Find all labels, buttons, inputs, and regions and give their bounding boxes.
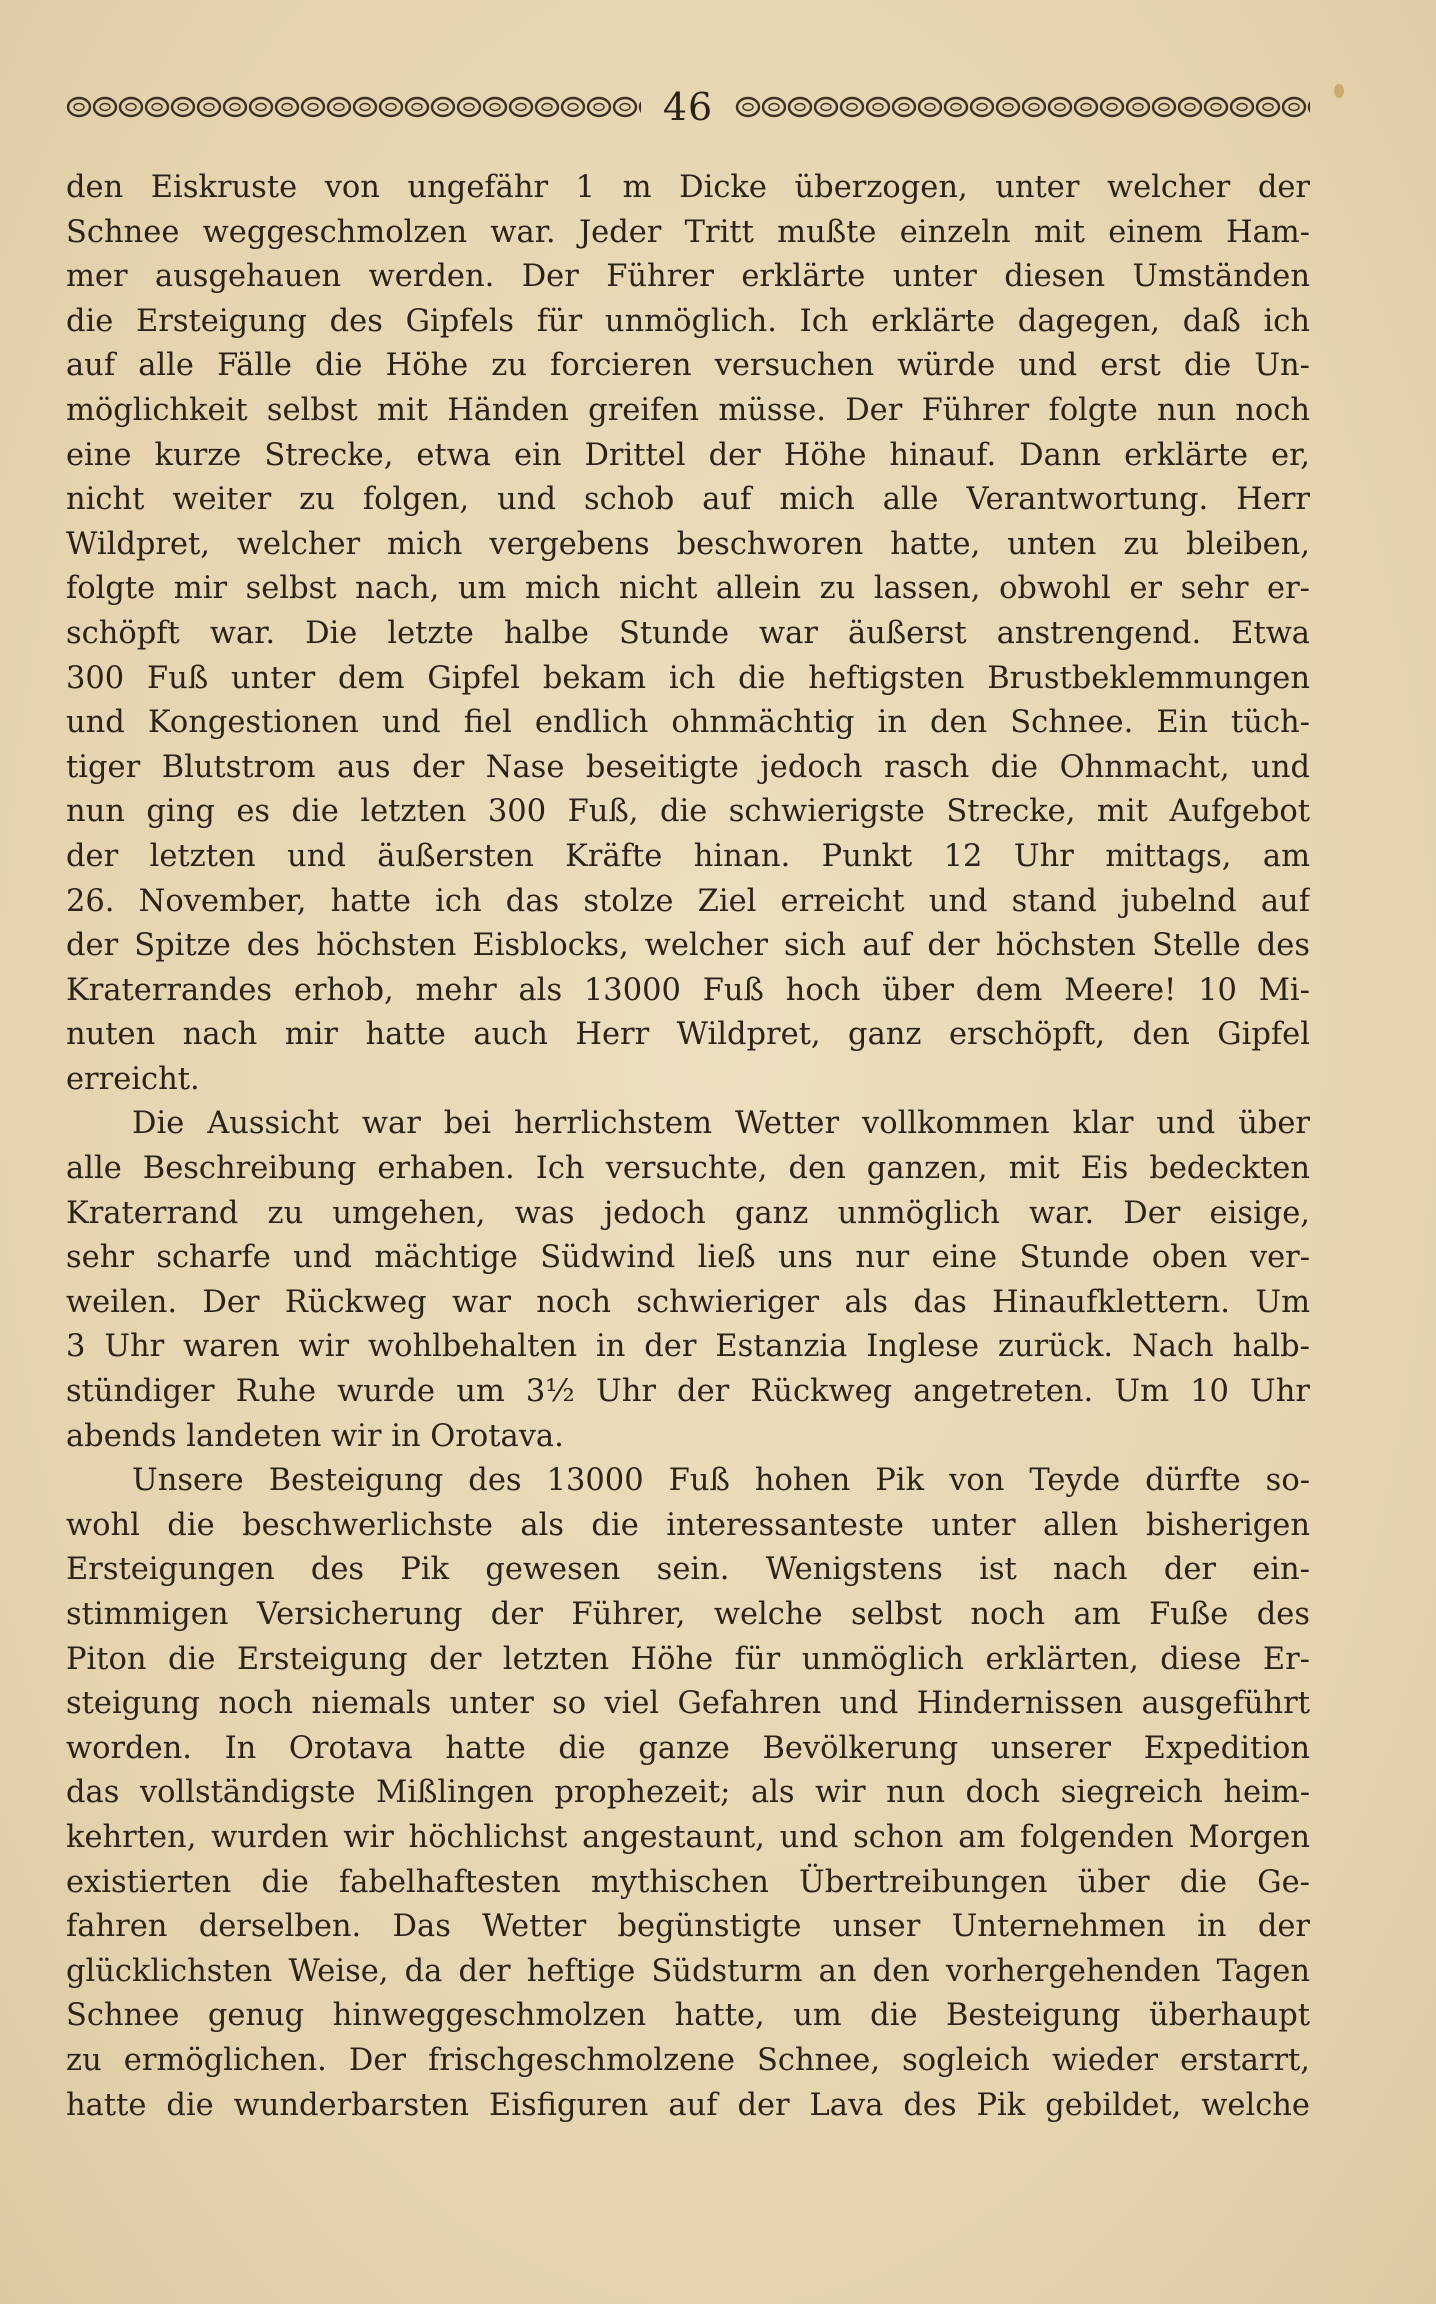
- page-number: 46: [662, 85, 714, 129]
- text-line: Wildpret, welcher mich vergebens beschworen hatte, unten zu bleiben,: [66, 526, 1310, 562]
- text-line: abends landeten wir in Orotava.: [66, 1418, 564, 1454]
- text-line: nun ging es die letzten 300 Fuß, die schwierigste Strecke, mit Aufgebot: [66, 794, 1310, 830]
- text-line: stündiger Ruhe wurde um 3½ Uhr der Rückweg angetreten. Um 10 Uhr: [66, 1374, 1310, 1410]
- text-line: 26. November, hatte ich das stolze Ziel erreicht und stand jubelnd auf: [66, 883, 1310, 919]
- text-line: Piton die Ersteigung der letzten Höhe für unmöglich erklärten, diese Er-: [66, 1641, 1310, 1677]
- text-line: fahren derselben. Das Wetter begünstigte unser Unternehmen in der: [66, 1909, 1310, 1945]
- text-line: Kraterrand zu umgehen, was jedoch ganz unmöglich war. Der eisige,: [66, 1195, 1310, 1231]
- text-line: hatte die wunderbarsten Eisfiguren auf der Lava des Pik gebildet, welche: [66, 2087, 1310, 2123]
- text-line: und Kongestionen und fiel endlich ohnmächtig in den Schnee. Ein tüch-: [66, 705, 1310, 741]
- text-line: der Spitze des höchsten Eisblocks, welcher sich auf der höchsten Stelle des: [66, 928, 1310, 964]
- text-line: sehr scharfe und mächtige Südwind ließ uns nur eine Stunde oben ver-: [66, 1240, 1310, 1276]
- text-line: Unsere Besteigung des 13000 Fuß hohen Pik von Teyde dürfte so-: [132, 1463, 1310, 1499]
- text-line: wohl die beschwerlichste als die interessanteste unter allen bisherigen: [66, 1507, 1310, 1543]
- text-line: nicht weiter zu folgen, und schob auf mich alle Verantwortung. Herr: [66, 482, 1310, 518]
- text-line: Ersteigungen des Pik gewesen sein. Wenigstens ist nach der ein-: [66, 1552, 1310, 1588]
- text-line: glücklichsten Weise, da der heftige Südsturm an den vorhergehenden Tagen: [66, 1953, 1310, 1989]
- text-line: weilen. Der Rückweg war noch schwieriger als das Hinaufklettern. Um: [66, 1284, 1310, 1320]
- text-line: das vollständigste Mißlingen prophezeit; als wir nun doch siegreich heim-: [66, 1775, 1310, 1811]
- text-line: mer ausgehauen werden. Der Führer erklärte unter diesen Umständen: [66, 259, 1310, 295]
- text-line: steigung noch niemals unter so viel Gefahren und Hindernissen ausgeführt: [66, 1686, 1310, 1722]
- header-ornament-left: [66, 94, 641, 120]
- text-line: 300 Fuß unter dem Gipfel bekam ich die heftigsten Brustbeklemmungen: [66, 660, 1310, 696]
- text-line: möglichkeit selbst mit Händen greifen müsse. Der Führer folgte nun noch: [66, 392, 1310, 428]
- body-text: [66, 166, 1310, 2128]
- text-line: stimmigen Versicherung der Führer, welche selbst noch am Fuße des: [66, 1597, 1310, 1632]
- text-line: eine kurze Strecke, etwa ein Drittel der Höhe hinauf. Dann erklärte er,: [66, 437, 1310, 473]
- page-header: [66, 82, 1310, 132]
- text-line: zu ermöglichen. Der frischgeschmolzene Schnee, sogleich wieder erstarrt,: [66, 2042, 1310, 2078]
- text-line: auf alle Fälle die Höhe zu forcieren versuchen würde und erst die Un-: [66, 348, 1310, 384]
- text-line: nuten nach mir hatte auch Herr Wildpret, ganz erschöpft, den Gipfel: [66, 1017, 1310, 1053]
- paragraph: [66, 166, 1310, 1102]
- text-line: worden. In Orotava hatte die ganze Bevölkerung unserer Expedition: [66, 1730, 1310, 1766]
- paragraph: [66, 1459, 1310, 2128]
- paragraph: [66, 1102, 1310, 1459]
- header-ornament-right: [735, 94, 1310, 120]
- text-line: schöpft war. Die letzte halbe Stunde war äußerst anstrengend. Etwa: [66, 615, 1310, 651]
- text-line: den Eiskruste von ungefähr 1 m Dicke überzogen, unter welcher der: [66, 170, 1310, 205]
- text-line: tiger Blutstrom aus der Nase beseitigte jedoch rasch die Ohnmacht, und: [66, 749, 1310, 785]
- text-line: die Ersteigung des Gipfels für unmöglich. Ich erklärte dagegen, daß ich: [66, 303, 1310, 339]
- text-line: alle Beschreibung erhaben. Ich versuchte, den ganzen, mit Eis bedeckten: [66, 1151, 1310, 1187]
- text-line: erreicht.: [66, 1061, 200, 1097]
- text-line: folgte mir selbst nach, um mich nicht allein zu lassen, obwohl er sehr er-: [66, 571, 1310, 607]
- text-line: der letzten und äußersten Kräfte hinan. Punkt 12 Uhr mittags, am: [66, 838, 1310, 874]
- paper-stain: [1334, 84, 1344, 98]
- text-line: Kraterrandes erhob, mehr als 13000 Fuß hoch über dem Meere! 10 Mi-: [66, 972, 1310, 1008]
- text-line: Schnee genug hinweggeschmolzen hatte, um die Besteigung überhaupt: [66, 1998, 1310, 2034]
- text-line: Schnee weggeschmolzen war. Jeder Tritt mußte einzeln mit einem Ham-: [66, 214, 1310, 250]
- text-line: Die Aussicht war bei herrlichstem Wetter vollkommen klar und über: [132, 1106, 1310, 1142]
- text-line: existierten die fabelhaftesten mythischen Übertreibungen über die Ge-: [66, 1864, 1310, 1900]
- text-line: kehrten, wurden wir höchlichst angestaunt, und schon am folgenden Morgen: [66, 1819, 1310, 1855]
- text-line: 3 Uhr waren wir wohlbehalten in der Estanzia Inglese zurück. Nach halb-: [66, 1329, 1310, 1365]
